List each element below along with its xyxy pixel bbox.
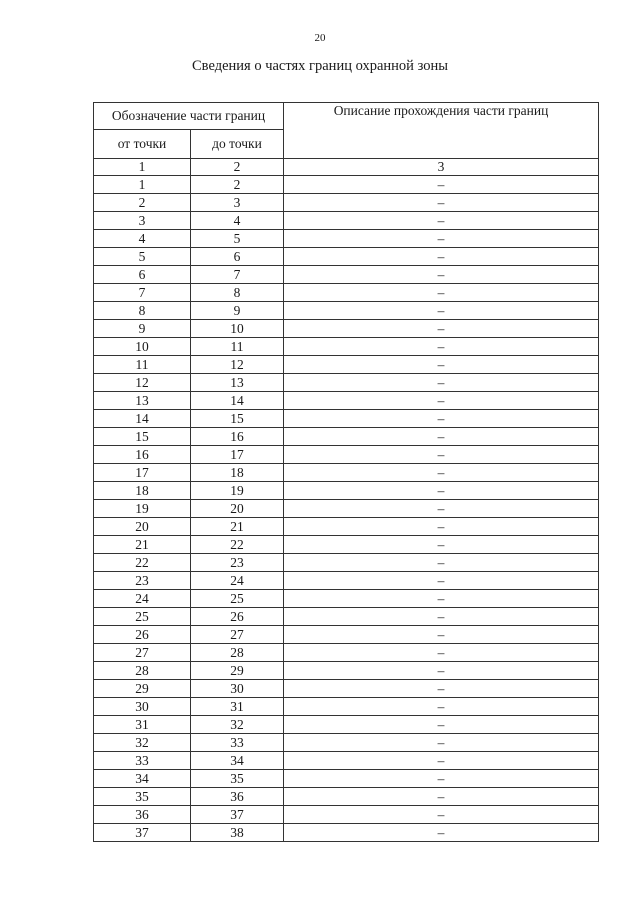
- cell-description: –: [284, 284, 599, 302]
- cell-description: –: [284, 212, 599, 230]
- cell-from-point: 8: [94, 302, 191, 320]
- column-number-2: 2: [191, 159, 284, 176]
- table-row: [94, 446, 599, 464]
- table-row: [94, 680, 599, 698]
- cell-description: –: [284, 716, 599, 734]
- cell-from-point: 3: [94, 212, 191, 230]
- table-row: [94, 770, 599, 788]
- page-number: 20: [314, 32, 326, 44]
- table-row: [94, 428, 599, 446]
- cell-from-point: 24: [94, 590, 191, 608]
- table-row: [94, 230, 599, 248]
- table-row: [94, 212, 599, 230]
- cell-description: –: [284, 752, 599, 770]
- cell-to-point: 17: [191, 446, 284, 464]
- cell-to-point: 15: [191, 410, 284, 428]
- cell-description: –: [284, 644, 599, 662]
- cell-description: –: [284, 500, 599, 518]
- table-row: [94, 266, 599, 284]
- table-row: [94, 392, 599, 410]
- cell-from-point: 13: [94, 392, 191, 410]
- cell-to-point: 2: [191, 176, 284, 194]
- cell-to-point: 9: [191, 302, 284, 320]
- table-row: [94, 608, 599, 626]
- cell-description: –: [284, 248, 599, 266]
- cell-from-point: 10: [94, 338, 191, 356]
- table-row: [94, 374, 599, 392]
- cell-from-point: 26: [94, 626, 191, 644]
- cell-description: –: [284, 374, 599, 392]
- cell-from-point: 23: [94, 572, 191, 590]
- document-title: Сведения о частях границ охранной зоны: [192, 58, 448, 74]
- table-row: [94, 500, 599, 518]
- cell-to-point: 8: [191, 284, 284, 302]
- table-row: [94, 536, 599, 554]
- cell-from-point: 33: [94, 752, 191, 770]
- cell-from-point: 15: [94, 428, 191, 446]
- table-row: [94, 248, 599, 266]
- cell-description: –: [284, 410, 599, 428]
- cell-description: –: [284, 554, 599, 572]
- cell-from-point: 17: [94, 464, 191, 482]
- cell-description: –: [284, 446, 599, 464]
- cell-description: –: [284, 302, 599, 320]
- table-row: [94, 176, 599, 194]
- cell-from-point: 16: [94, 446, 191, 464]
- cell-description: –: [284, 392, 599, 410]
- cell-description: –: [284, 734, 599, 752]
- cell-description: –: [284, 698, 599, 716]
- cell-description: –: [284, 338, 599, 356]
- cell-to-point: 33: [191, 734, 284, 752]
- cell-to-point: 35: [191, 770, 284, 788]
- cell-to-point: 18: [191, 464, 284, 482]
- table-row: [94, 194, 599, 212]
- table-row: [94, 482, 599, 500]
- cell-to-point: 16: [191, 428, 284, 446]
- column-number-1: 1: [94, 159, 191, 176]
- cell-description: –: [284, 428, 599, 446]
- table-row: [94, 662, 599, 680]
- table-row: [94, 338, 599, 356]
- cell-to-point: 23: [191, 554, 284, 572]
- cell-description: –: [284, 230, 599, 248]
- header-to-point: до точки: [191, 130, 284, 159]
- cell-to-point: 26: [191, 608, 284, 626]
- cell-to-point: 7: [191, 266, 284, 284]
- cell-from-point: 4: [94, 230, 191, 248]
- cell-to-point: 11: [191, 338, 284, 356]
- table-row: [94, 644, 599, 662]
- cell-to-point: 4: [191, 212, 284, 230]
- cell-to-point: 21: [191, 518, 284, 536]
- cell-to-point: 24: [191, 572, 284, 590]
- cell-description: –: [284, 608, 599, 626]
- table-row: [94, 464, 599, 482]
- cell-from-point: 12: [94, 374, 191, 392]
- cell-description: –: [284, 464, 599, 482]
- cell-from-point: 1: [94, 176, 191, 194]
- cell-to-point: 14: [191, 392, 284, 410]
- cell-description: –: [284, 680, 599, 698]
- cell-to-point: 27: [191, 626, 284, 644]
- cell-to-point: 38: [191, 824, 284, 842]
- cell-from-point: 6: [94, 266, 191, 284]
- cell-to-point: 10: [191, 320, 284, 338]
- cell-from-point: 29: [94, 680, 191, 698]
- cell-to-point: 37: [191, 806, 284, 824]
- cell-description: –: [284, 176, 599, 194]
- cell-from-point: 35: [94, 788, 191, 806]
- cell-from-point: 37: [94, 824, 191, 842]
- table-row: [94, 410, 599, 428]
- table-row: [94, 788, 599, 806]
- table-row: [94, 590, 599, 608]
- header-from-point: от точки: [94, 130, 191, 159]
- cell-description: –: [284, 266, 599, 284]
- cell-from-point: 22: [94, 554, 191, 572]
- cell-description: –: [284, 788, 599, 806]
- cell-to-point: 36: [191, 788, 284, 806]
- cell-description: –: [284, 770, 599, 788]
- cell-to-point: 25: [191, 590, 284, 608]
- cell-to-point: 20: [191, 500, 284, 518]
- cell-from-point: 21: [94, 536, 191, 554]
- cell-description: –: [284, 662, 599, 680]
- cell-from-point: 11: [94, 356, 191, 374]
- cell-description: –: [284, 626, 599, 644]
- cell-from-point: 34: [94, 770, 191, 788]
- cell-from-point: 19: [94, 500, 191, 518]
- table-row: [94, 752, 599, 770]
- cell-description: –: [284, 194, 599, 212]
- cell-from-point: 20: [94, 518, 191, 536]
- table-row: [94, 356, 599, 374]
- table-row: [94, 572, 599, 590]
- cell-from-point: 25: [94, 608, 191, 626]
- header-boundary-designation: Обозначение части границ: [94, 103, 284, 130]
- table-row: [94, 284, 599, 302]
- cell-from-point: 30: [94, 698, 191, 716]
- cell-from-point: 7: [94, 284, 191, 302]
- cell-from-point: 2: [94, 194, 191, 212]
- table-header: [94, 103, 599, 176]
- table-row: [94, 806, 599, 824]
- cell-from-point: 28: [94, 662, 191, 680]
- table-row: [94, 302, 599, 320]
- cell-from-point: 36: [94, 806, 191, 824]
- table-row: [94, 716, 599, 734]
- table-row: [94, 734, 599, 752]
- column-number-3: 3: [284, 159, 599, 176]
- cell-from-point: 27: [94, 644, 191, 662]
- table-row: [94, 518, 599, 536]
- cell-description: –: [284, 536, 599, 554]
- cell-from-point: 5: [94, 248, 191, 266]
- cell-to-point: 3: [191, 194, 284, 212]
- cell-to-point: 30: [191, 680, 284, 698]
- cell-to-point: 34: [191, 752, 284, 770]
- cell-to-point: 19: [191, 482, 284, 500]
- cell-description: –: [284, 824, 599, 842]
- column-number-row: [94, 159, 599, 176]
- cell-description: –: [284, 806, 599, 824]
- cell-to-point: 31: [191, 698, 284, 716]
- cell-from-point: 18: [94, 482, 191, 500]
- table-row: [94, 320, 599, 338]
- cell-description: –: [284, 356, 599, 374]
- cell-to-point: 12: [191, 356, 284, 374]
- table-body: [94, 176, 599, 842]
- cell-description: –: [284, 482, 599, 500]
- cell-to-point: 28: [191, 644, 284, 662]
- cell-to-point: 32: [191, 716, 284, 734]
- cell-to-point: 5: [191, 230, 284, 248]
- cell-description: –: [284, 572, 599, 590]
- cell-description: –: [284, 518, 599, 536]
- cell-from-point: 31: [94, 716, 191, 734]
- table-row: [94, 554, 599, 572]
- cell-description: –: [284, 590, 599, 608]
- cell-to-point: 29: [191, 662, 284, 680]
- cell-from-point: 32: [94, 734, 191, 752]
- cell-to-point: 13: [191, 374, 284, 392]
- table-row: [94, 824, 599, 842]
- cell-from-point: 9: [94, 320, 191, 338]
- boundary-parts-table: [93, 102, 599, 842]
- cell-description: –: [284, 320, 599, 338]
- cell-from-point: 14: [94, 410, 191, 428]
- cell-to-point: 22: [191, 536, 284, 554]
- header-boundary-description: Описание прохождения части границ: [284, 103, 599, 159]
- table-row: [94, 626, 599, 644]
- table-row: [94, 698, 599, 716]
- cell-to-point: 6: [191, 248, 284, 266]
